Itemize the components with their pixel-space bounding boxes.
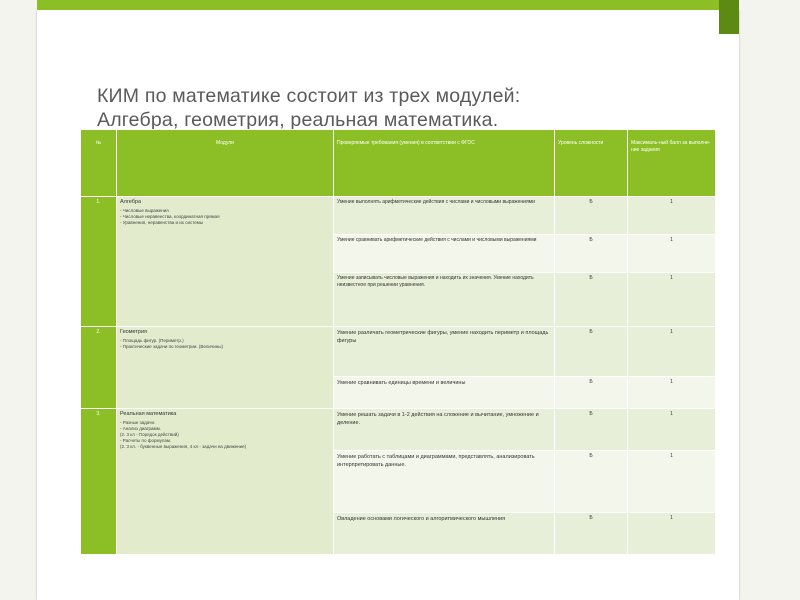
score-value: 1 [628, 513, 716, 555]
score-value: 1 [628, 409, 716, 451]
requirement-label: Умение различать геометрические фигуры, умение находить периметр и площадь фигуры [337, 330, 549, 344]
table-header-row [81, 130, 716, 197]
module-title: Геометрия [120, 329, 148, 335]
module-cell [117, 409, 334, 555]
score-value: 1 [628, 197, 716, 235]
module-topic: (2. 3 кл. - буквенные выражения, 4 кл - задачи на движение) [120, 444, 247, 449]
requirement-label: Умение решать задачи в 1-2 действия на сложение и вычитание, умножение и деление. [337, 412, 539, 426]
module-title: Алгебра [120, 199, 142, 205]
table-row [81, 197, 716, 235]
score-value: 1 [628, 235, 716, 273]
header-max-score: Максималь-ный балл за выполне-ние задания [628, 130, 716, 197]
level-value: Б [555, 513, 628, 555]
module-topic: - Уравнения, неравенства и их системы [120, 220, 204, 225]
requirement-text [334, 327, 555, 377]
module-title: Реальная математика [120, 411, 177, 417]
requirement-label: Умение сравнивать единицы времени и величины [337, 380, 466, 386]
header-level: Уровень сложности [555, 130, 628, 197]
header-num: № [81, 130, 117, 197]
module-number: 3. [81, 409, 117, 555]
module-topic: - Числовые выражения [120, 208, 169, 213]
module-number: 1. [81, 197, 117, 327]
score-value: 1 [628, 273, 716, 327]
kim-structure-table [80, 129, 716, 555]
table-row [81, 327, 716, 377]
requirement-label: Овладение основами логического и алгоритмического мышления [337, 516, 506, 522]
slide-title-line-2: Алгебра, геометрия, реальная математика. [97, 109, 499, 130]
module-cell [117, 197, 334, 327]
requirement-text [334, 377, 555, 409]
module-number: 2. [81, 327, 117, 409]
level-value: Б [555, 197, 628, 235]
requirement-label: Умение работать с таблицами и диаграммами, представлять, анализировать интерпретировать данные. [337, 454, 535, 468]
table-row [81, 409, 716, 451]
module-topic: - Расчеты по формулам. [120, 438, 172, 443]
slide-title-line-1: КИМ по математике состоит из трех модулей: [97, 85, 521, 107]
module-topic: - Числовые неравенства, координатная прямая [120, 214, 220, 219]
module-topic: - Площадь фигур. (Периметр.) [120, 338, 184, 343]
requirement-text [334, 451, 555, 513]
score-value: 1 [628, 451, 716, 513]
level-value: Б [555, 273, 628, 327]
requirement-text: Умение выполнять арифметические действия с числами и числовыми выражениями [334, 197, 555, 235]
slide-top-accent-bar [37, 0, 739, 10]
requirement-text: Умение записывать числовые выражения и находить их значения. Умение находить неизвестное при решении уравнения. [334, 273, 555, 327]
slide-corner-accent [719, 0, 739, 34]
header-requirements: Проверяемые требования (умения) в соответствии с ФГОС [334, 130, 555, 197]
level-value: Б [555, 409, 628, 451]
requirement-text: Умение сравнивать арифметические действия с числами и числовыми выражениями [334, 235, 555, 273]
module-topic: (2. 3 кл - Порядок действий) [120, 432, 179, 437]
level-value: Б [555, 451, 628, 513]
score-value: 1 [628, 377, 716, 409]
header-module: Модули [117, 130, 334, 197]
slide-title [97, 84, 717, 130]
module-topic: - Анализ диаграмм. [120, 426, 161, 431]
module-topic: - Разные задачи. [120, 420, 156, 425]
level-value: Б [555, 327, 628, 377]
module-cell [117, 327, 334, 409]
module-topic: - Практические задачи по геометрии. (Величины) [120, 344, 223, 349]
requirement-text [334, 513, 555, 555]
level-value: Б [555, 377, 628, 409]
score-value: 1 [628, 327, 716, 377]
requirement-text [334, 409, 555, 451]
level-value: Б [555, 235, 628, 273]
